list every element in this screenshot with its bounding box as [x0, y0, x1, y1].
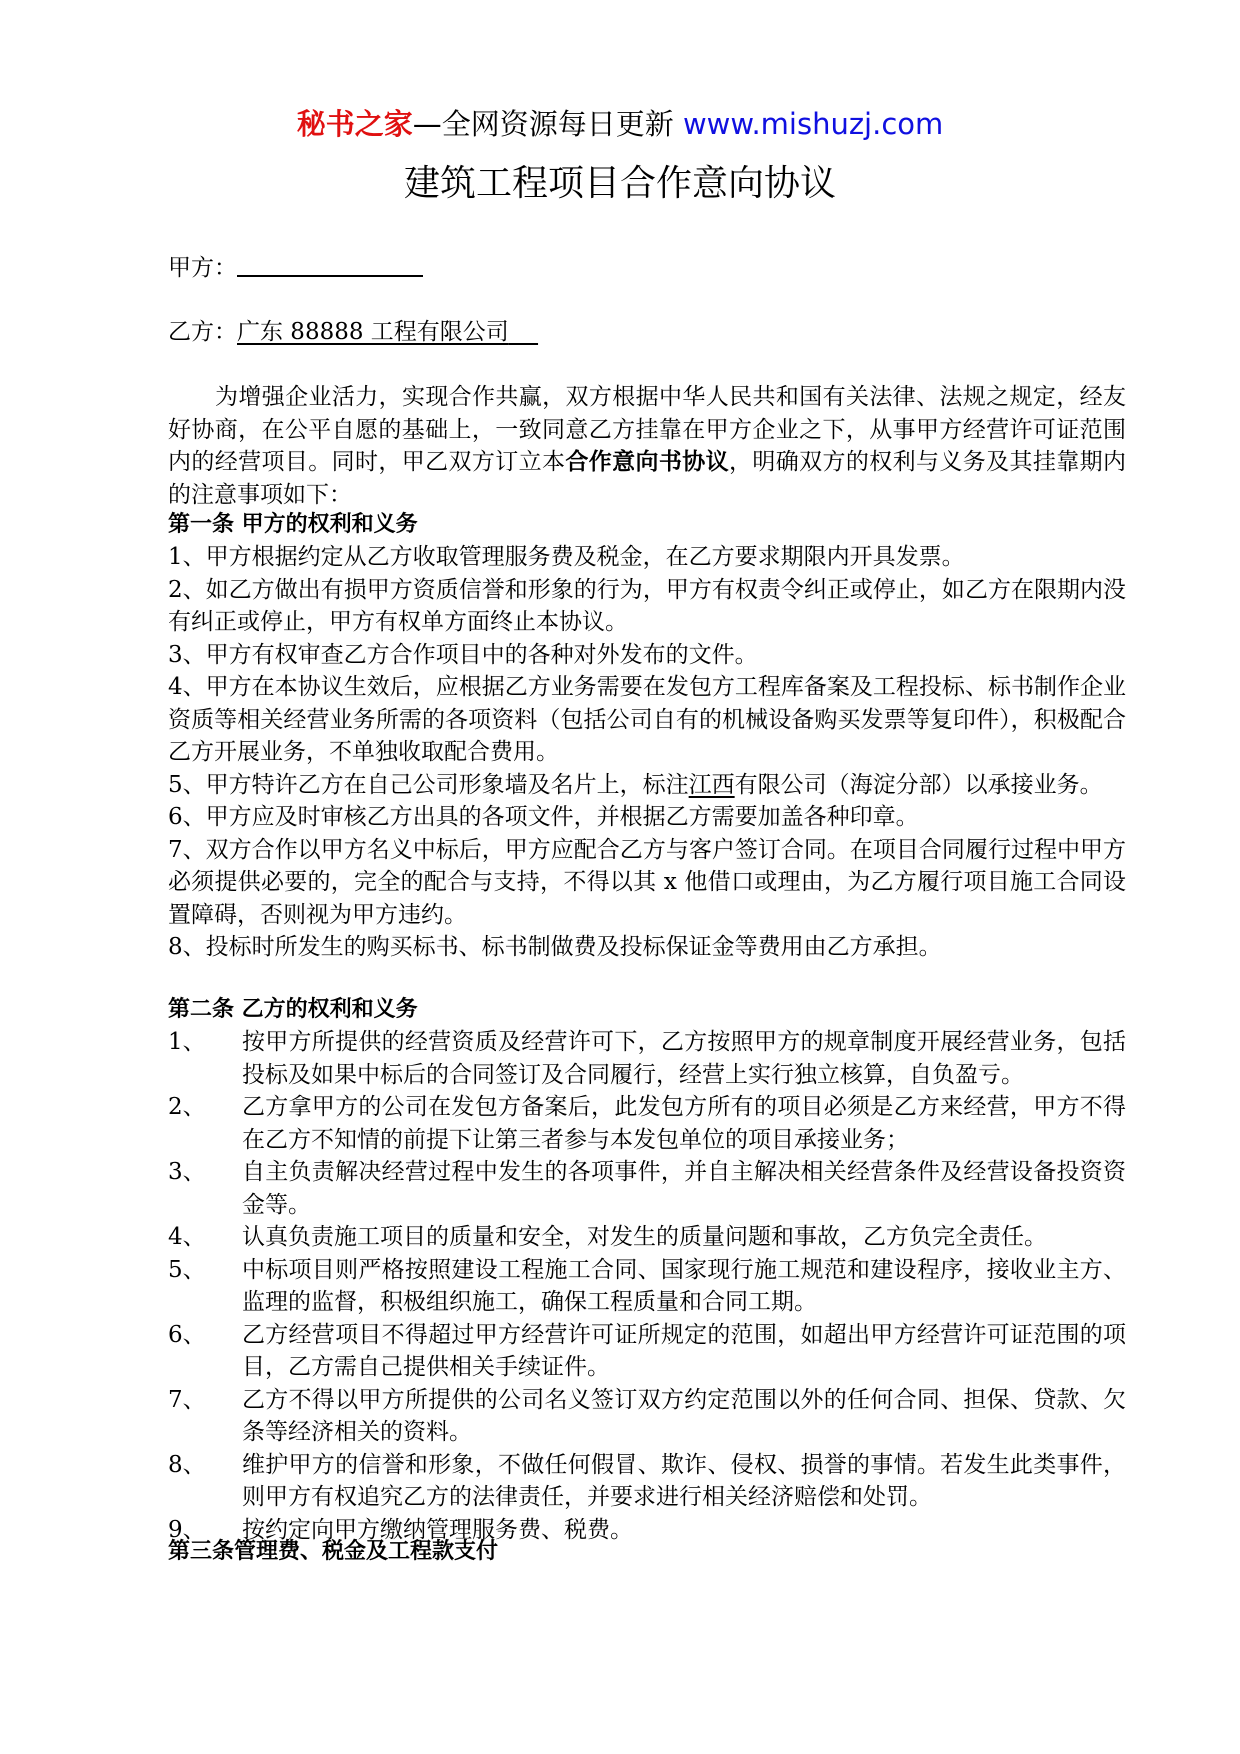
section2-item: 4、 认真负责施工项目的质量和安全，对发生的质量问题和事故，乙方负完全责任。	[168, 1224, 1047, 1250]
banner-tagline: —全网资源每日更新	[412, 107, 683, 141]
section2-item: 2、 乙方拿甲方的公司在发包方备案后，此发包方所有的项目必须是乙方来经营，甲方不得在乙方不知情的前提下让第三者参与本发包单位的项目承接业务；	[168, 1094, 1126, 1153]
party-b-line	[168, 316, 538, 348]
party-a-label: 甲方：	[168, 255, 237, 281]
section1-heading: 第一条 甲方的权利和义务	[168, 512, 418, 537]
section2-items	[168, 1026, 1126, 1546]
section1-item: 2、如乙方做出有损甲方资质信誉和形象的行为，甲方有权责令纠正或停止，如乙方在限期内没有纠正或停止，甲方有权单方面终止本协议。	[168, 576, 1126, 635]
section2-item: 8、 维护甲方的信誉和形象，不做任何假冒、欺诈、侵权、损誉的事情。若发生此类事件，则甲方有权追究乙方的法律责任，并要求进行相关经济赔偿和处罚。	[168, 1451, 1126, 1510]
banner-brand: 秘书之家	[296, 107, 413, 141]
banner-url[interactable]: www.mishuzj.com	[682, 107, 944, 141]
party-b-label: 乙方：	[168, 319, 237, 345]
section2-heading: 第二条 乙方的权利和义务	[168, 997, 418, 1022]
section1-item: 1、甲方根据约定从乙方收取管理服务费及税金，在乙方要求期限内开具发票。	[168, 544, 965, 570]
party-b-value: 广东 88888 工程有限公司	[237, 319, 509, 345]
party-a-blank	[237, 253, 423, 277]
party-a-line	[168, 252, 423, 284]
section2-item: 1、 按甲方所提供的经营资质及经营许可下，乙方按照甲方的规章制度开展经营业务，包括投标及如果中标后的合同签订及合同履行，经营上实行独立核算，自负盈亏。	[168, 1029, 1126, 1088]
intro-bold-phrase: 合作意向书协议	[565, 448, 729, 475]
site-banner	[0, 104, 1240, 144]
underlined-text: 江西	[688, 771, 735, 798]
section1-item: 4、甲方在本协议生效后，应根据乙方业务需要在发包方工程库备案及工程投标、标书制作企业资质等相关经营业务所需的各项资料（包括公司自有的机械设备购买发票等复印件），积极配合乙方开展业务，不单独收取配合费用。	[168, 674, 1126, 765]
section2-item: 3、 自主负责解决经营过程中发生的各项事件，并自主解决相关经营条件及经营设备投资资金等。	[168, 1159, 1126, 1218]
section2-item: 6、 乙方经营项目不得超过甲方经营许可证所规定的范围，如超出甲方经营许可证范围的项目，乙方需自己提供相关手续证件。	[168, 1321, 1126, 1380]
section3-heading: 第三条管理费、税金及工程款支付	[168, 1539, 499, 1564]
section2-item: 9、 按约定向甲方缴纳管理服务费、税费。	[168, 1516, 633, 1543]
section2-item: 5、 中标项目则严格按照建设工程施工合同、国家现行施工规范和建设程序，接收业主方、监理的监督，积极组织施工，确保工程质量和合同工期。	[168, 1256, 1126, 1315]
section1-item: 7、双方合作以甲方名义中标后，甲方应配合乙方与客户签订合同。在项目合同履行过程中甲方必须提供必要的，完全的配合与支持，不得以其 x 他借口或理由，为乙方履行项目施工合同设置障碍，否则视为甲方违约。	[168, 836, 1126, 928]
section2-item: 7、 乙方不得以甲方所提供的公司名义签订双方约定范围以外的任何合同、担保、贷款、欠条等经济相关的资料。	[168, 1386, 1126, 1445]
section1-item: 6、甲方应及时审核乙方出具的各项文件，并根据乙方需要加盖各种印章。	[168, 804, 919, 830]
section1-item: 8、投标时所发生的购买标书、标书制做费及投标保证金等费用由乙方承担。	[168, 934, 942, 960]
section1-item: 5、甲方特许乙方在自己公司形象墙及名片上，标注江西有限公司（海淀分部）以承接业务。	[168, 771, 1103, 798]
section1-items	[168, 541, 1126, 964]
intro-paragraph: 为增强企业活力，实现合作共赢，双方根据中华人民共和国有关法律、法规之规定，经友好协商，在公平自愿的基础上，一致同意乙方挂靠在甲方企业之下，从事甲方经营许可证范围内的经营项目。同时，甲乙双方订立本合作意向书协议，明确双方的权利与义务及其挂靠期内的注意事项如下：	[168, 384, 1126, 508]
section1-item: 3、甲方有权审查乙方合作项目中的各种对外发布的文件。	[168, 641, 758, 668]
document-title: 建筑工程项目合作意向协议	[403, 163, 836, 204]
